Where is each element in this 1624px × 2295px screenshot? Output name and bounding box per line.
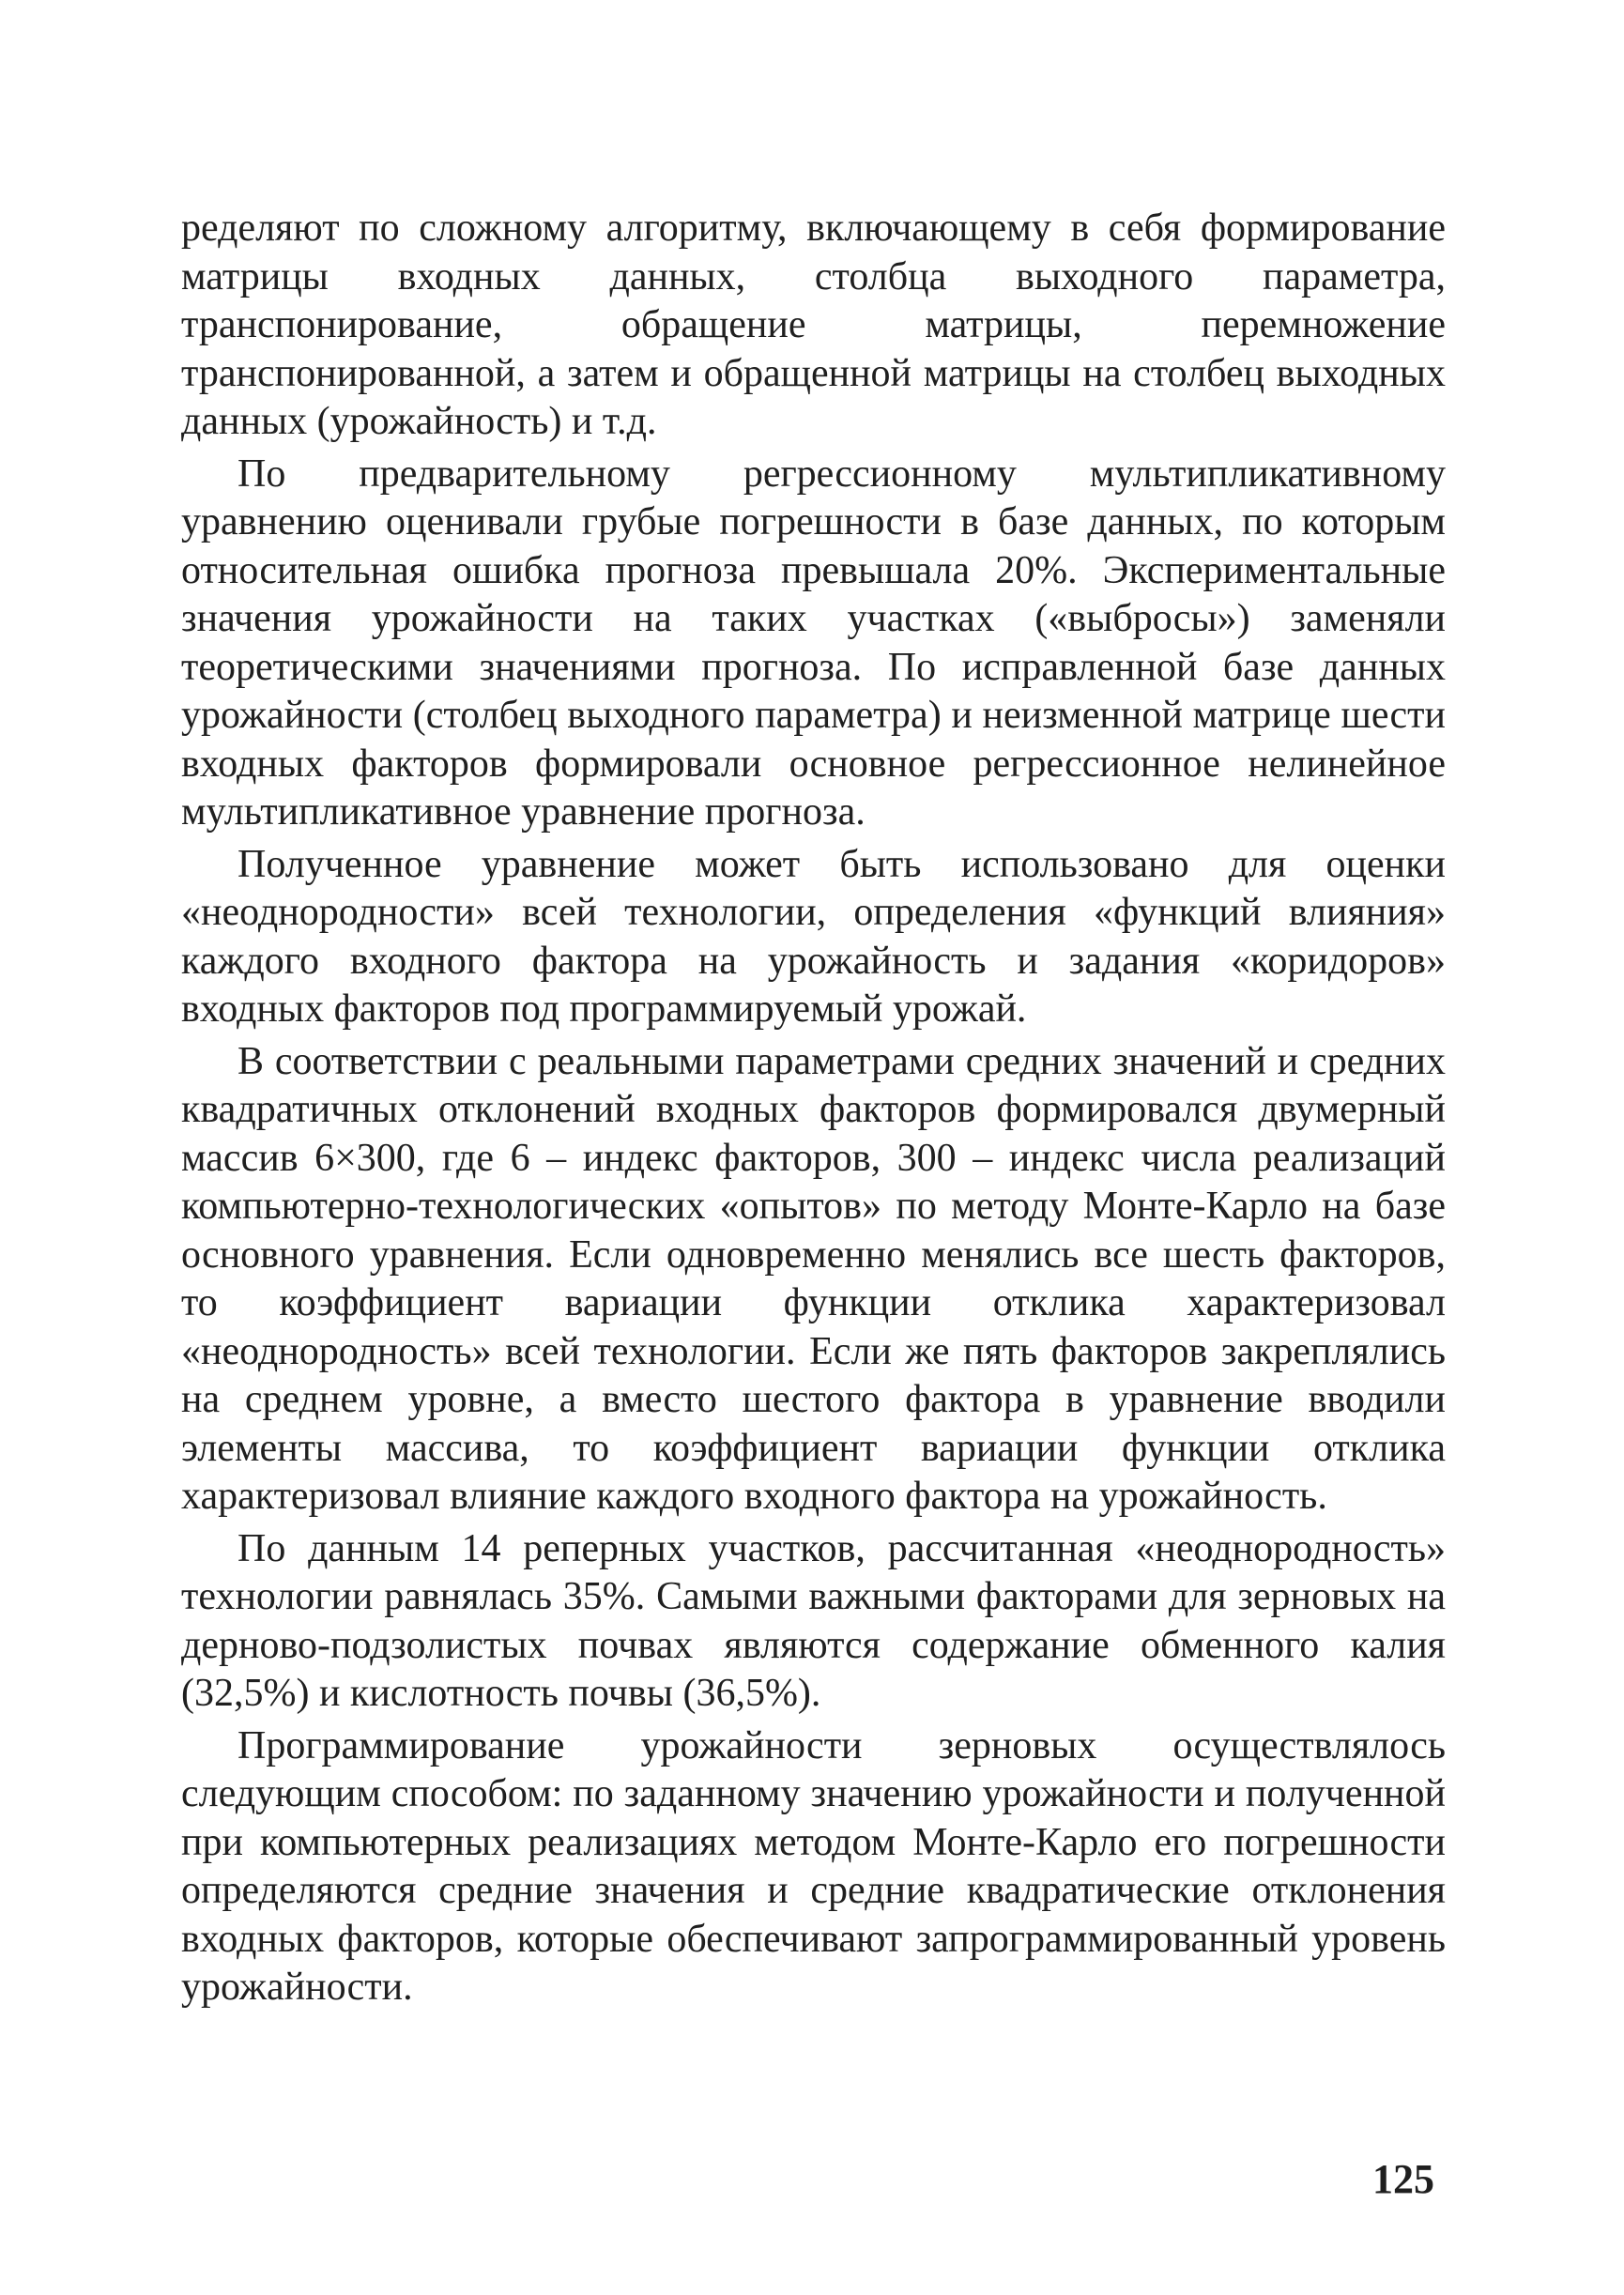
- paragraph-5: По данным 14 реперных участков, рассчитанная «неоднородность» технологии равнялась 35%. Самыми важными факторами для зерновых на дерново-подзолистых почвах являются содержание обменного калия (32,5%) и кислотность почвы (36,5%).: [181, 1526, 1446, 1715]
- paragraph-4: В соответствии с реальными параметрами средних значений и средних квадратичных отклонений входных факторов формировался двумерный массив 6×300, где 6 – индекс факторов, 300 – индекс числа реализаций компьютерно-технологических «опытов» по методу Монте-Карло на базе основного уравнения. Если одновременно менялись все шесть факторов, то коэффициент вариации функции отклика характеризовал «неоднородность» всей технологии. Если же пять факторов закреплялись на среднем уровне, а вместо шестого фактора в уравнение вводили элементы массива, то коэффициент вариации функции отклика характеризовал влияние каждого входного фактора на урожайность.: [181, 1039, 1446, 1518]
- body-text: [181, 205, 1446, 2016]
- paragraph-3: Полученное уравнение может быть использовано для оценки «неоднородности» всей технологии, определения «функций влияния» каждого входного фактора на урожайность и задания «коридоров» входных факторов под программируемый урожай.: [181, 842, 1446, 1031]
- paragraph-1-continuation: ределяют по сложному алгоритму, включающему в себя формирование матрицы входных данных, столбца выходного параметра, транспонирование, обращение матрицы, перемножение транспонированной, а затем и обращенной матрицы на столбец выходных данных (урожайность) и т.д.: [181, 207, 1446, 443]
- paragraph-6: Программирование урожайности зерновых осуществлялось следующим способом: по заданному значению урожайности и полученной при компьютерных реализациях методом Монте-Карло его погрешности определяются средние значения и средние квадратические отклонения входных факторов, которые обеспечивают запрограммированный уровень урожайности.: [181, 1723, 1446, 2009]
- paragraph-2: По предварительному регрессионному мультипликативному уравнению оценивали грубые погрешности в базе данных, по которым относительная ошибка прогноза превышала 20%. Экспериментальные значения урожайности на таких участках («выбросы») заменяли теоретическими значениями прогноза. По исправленной базе данных урожайности (столбец выходного параметра) и неизменной матрице шести входных факторов формировали основное регрессионное нелинейное мультипликативное уравнение прогноза.: [181, 451, 1446, 834]
- page-number: 125: [1372, 2156, 1434, 2202]
